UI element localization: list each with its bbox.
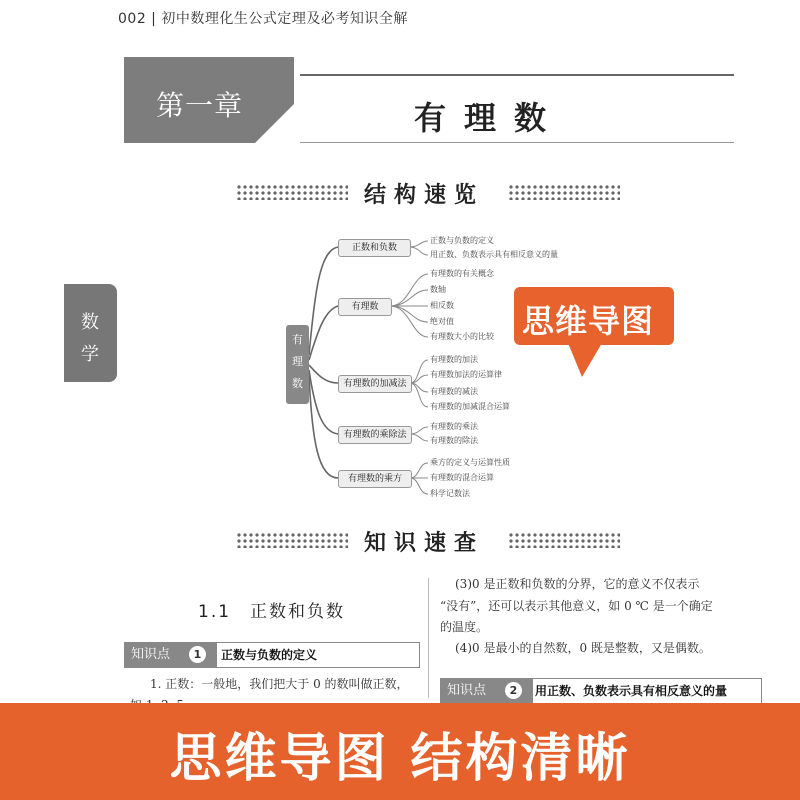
body-line: “没有”，还可以表示其他意义，如 0 ℃ 是一个确定 [440, 599, 713, 613]
chapter-title: 有理数 [414, 99, 565, 137]
mindmap-branch: 正数和负数 [338, 239, 411, 257]
dots-right [508, 532, 620, 548]
dots-left [236, 532, 348, 548]
mindmap-leaf: 有理数加法的运算律 [430, 370, 502, 379]
mindmap-leaf: 科学记数法 [430, 489, 470, 498]
mindmap-leaf: 用正数、负数表示具有相反意义的量 [430, 250, 558, 259]
section-title-knowledge: 知识速查 [364, 531, 485, 556]
mindmap-leaf: 有理数的有关概念 [430, 269, 494, 278]
subsection-heading: 1.1 正数和负数 [198, 602, 346, 622]
column-divider [428, 578, 429, 698]
knowledge-point-number: 1 [189, 646, 206, 663]
body-line: 1. 正数：一般地，我们把大于 0 的数叫做正数， [150, 677, 409, 691]
mindmap-branch: 有理数 [338, 298, 392, 316]
mindmap-root-char: 数 [292, 377, 303, 390]
mindmap-root-char: 有 [292, 333, 303, 346]
section-title-structure: 结构速览 [364, 183, 485, 208]
mindmap-badge-text: 思维导图 [522, 302, 655, 340]
knowledge-point-bar [440, 678, 762, 704]
body-line: (4)0 是最小的自然数，0 既是整数，又是偶数。 [455, 641, 711, 655]
mindmap-leaf: 乘方的定义与运算性质 [430, 458, 510, 467]
knowledge-point-tag-label: 知识点 [447, 683, 487, 698]
mindmap-leaf: 有理数的除法 [430, 436, 478, 445]
chapter-label: 第一章 [156, 89, 244, 122]
knowledge-point-title: 用正数、负数表示具有相反意义的量 [535, 684, 728, 698]
mindmap-branch: 有理数的乘方 [338, 470, 412, 488]
mindmap-leaf: 有理数的乘法 [430, 422, 478, 431]
mindmap-leaf: 有理数的加减混合运算 [430, 402, 510, 411]
side-tab-char: 学 [81, 344, 99, 365]
mindmap-leaf: 有理数的加法 [430, 355, 478, 364]
mindmap-branch: 有理数的加减法 [338, 375, 412, 393]
mindmap-leaf: 正数与负数的定义 [430, 236, 494, 245]
promo-banner-text: 思维导图 结构清晰 [169, 729, 631, 789]
knowledge-point-bar [124, 642, 420, 668]
knowledge-point-number: 2 [505, 682, 522, 699]
body-line: 的温度。 [440, 620, 489, 634]
mindmap-branch: 有理数的乘除法 [338, 426, 412, 444]
mindmap-leaf: 绝对值 [430, 317, 454, 326]
mindmap-root-char: 理 [292, 355, 303, 368]
page-header: 002 | 初中数理化生公式定理及必考知识全解 [118, 11, 408, 27]
mindmap-leaf: 数轴 [430, 285, 446, 294]
mindmap-leaf: 相反数 [430, 301, 454, 310]
badge-tail [568, 343, 602, 377]
mindmap-leaf: 有理数的混合运算 [430, 473, 494, 482]
body-line: (3)0 是正数和负数的分界，它的意义不仅表示 [455, 577, 700, 591]
side-tab-char: 数 [81, 312, 99, 333]
knowledge-point-title: 正数与负数的定义 [221, 648, 318, 662]
knowledge-point-tag-label: 知识点 [131, 647, 171, 662]
mindmap-leaf: 有理数的减法 [430, 387, 478, 396]
mindmap-root [286, 325, 309, 404]
mindmap-leaf: 有理数大小的比较 [430, 332, 494, 341]
